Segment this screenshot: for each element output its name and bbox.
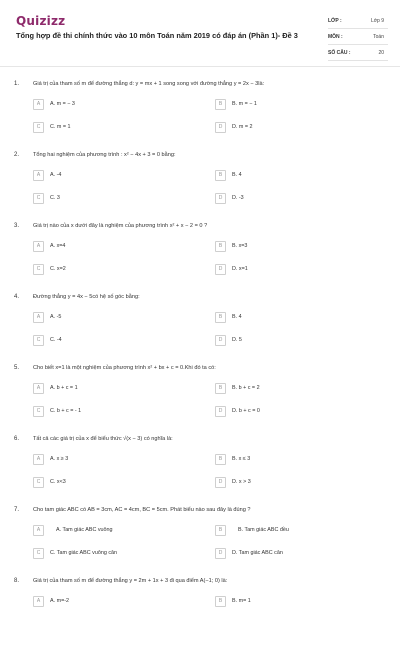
option-letter-box: C <box>33 548 44 559</box>
option-b[interactable] <box>215 169 242 181</box>
option-text: C. 3 <box>50 195 60 201</box>
worksheet-meta <box>328 13 388 61</box>
option-c[interactable] <box>33 263 66 275</box>
option-text: A. x=4 <box>50 243 66 249</box>
option-c[interactable] <box>33 121 71 133</box>
option-text: A. b + c = 1 <box>50 385 78 391</box>
option-c[interactable] <box>33 405 81 417</box>
option-letter-box: A <box>33 312 44 323</box>
option-b[interactable] <box>215 453 250 465</box>
header-divider <box>0 66 400 67</box>
option-text: C. -4 <box>50 337 62 343</box>
option-letter-box: C <box>33 122 44 133</box>
option-text: B. x=3 <box>232 243 248 249</box>
option-c[interactable] <box>33 334 62 346</box>
option-d[interactable] <box>215 192 244 204</box>
question-number: 2. <box>14 152 20 158</box>
meta-row-subject <box>328 29 388 45</box>
option-text: A. m = − 3 <box>50 101 75 107</box>
question-2 <box>0 150 400 221</box>
option-b[interactable] <box>215 240 247 252</box>
option-letter-box: D <box>215 548 226 559</box>
question-text: Cho tam giác ABC có AB = 3cm, AC = 4cm, BC = 5cm. Phát biểu nào sau đây là đúng ? <box>33 507 251 513</box>
option-a[interactable] <box>33 240 65 252</box>
question-4 <box>0 292 400 363</box>
option-text: B. m= 1 <box>232 598 251 604</box>
option-text: C. x<3 <box>50 479 66 485</box>
option-text: C. Tam giác ABC vuông cân <box>50 550 118 556</box>
option-letter-box: D <box>215 406 226 417</box>
option-c[interactable] <box>33 476 66 488</box>
option-a[interactable] <box>33 595 69 607</box>
option-d[interactable] <box>215 263 248 275</box>
option-letter-box: A <box>33 525 44 536</box>
question-number: 7. <box>14 507 20 513</box>
quizizz-logo: Quizizz <box>16 14 66 28</box>
meta-grade-value: Lớp 9 <box>370 17 384 24</box>
option-letter-box: A <box>33 383 44 394</box>
meta-grade-label: LỚP : <box>328 17 342 24</box>
option-letter-box: B <box>215 170 226 181</box>
meta-row-question-count <box>328 45 388 61</box>
question-text: Tất cả các giá trị của x để biểu thức √(x − 3) có nghĩa là: <box>33 436 173 442</box>
option-b[interactable] <box>215 524 289 536</box>
option-a[interactable] <box>33 382 78 394</box>
option-b[interactable] <box>215 595 251 607</box>
option-text: B. Tam giác ABC đều <box>238 527 289 533</box>
question-number: 1. <box>14 81 20 87</box>
option-letter-box: A <box>33 454 44 465</box>
option-text: D. b + c = 0 <box>232 408 260 414</box>
question-1 <box>0 79 400 150</box>
option-text: B. 4 <box>232 314 242 320</box>
option-letter-box: B <box>215 525 226 536</box>
question-text: Giá trị nào của x dưới đây là nghiệm của phương trình x² + x − 2 = 0 ? <box>33 223 208 229</box>
meta-row-grade <box>328 13 388 29</box>
question-number: 5. <box>14 365 20 371</box>
option-letter-box: C <box>33 193 44 204</box>
option-text: B. b + c = 2 <box>232 385 260 391</box>
option-letter-box: A <box>33 99 44 110</box>
option-d[interactable] <box>215 121 253 133</box>
option-letter-box: B <box>215 312 226 323</box>
question-list <box>0 79 400 647</box>
option-letter-box: D <box>215 122 226 133</box>
option-letter-box: D <box>215 264 226 275</box>
option-text: B. 4 <box>232 172 242 178</box>
option-text: A. Tam giác ABC vuông <box>56 527 113 533</box>
option-a[interactable] <box>33 453 68 465</box>
question-number: 8. <box>14 578 20 584</box>
meta-subject-value: Toán <box>373 33 384 40</box>
meta-count-label: SỐ CÂU : <box>328 49 351 56</box>
option-letter-box: A <box>33 170 44 181</box>
option-d[interactable] <box>215 334 242 346</box>
question-text: Đường thẳng y = 4x − 5có hệ số góc bằng: <box>33 294 140 300</box>
option-text: A. -4 <box>50 172 62 178</box>
option-a[interactable] <box>33 524 113 536</box>
worksheet-title: Tổng hợp đề thi chính thức vào 10 môn Toán năm 2019 có đáp án (Phần 1)- Đề 3 <box>16 31 298 40</box>
option-b[interactable] <box>215 382 260 394</box>
meta-subject-label: MÔN : <box>328 33 343 40</box>
question-text: Tổng hai nghiệm của phương trình : x² − 4x + 3 = 0 bằng: <box>33 152 176 158</box>
question-number: 3. <box>14 223 20 229</box>
option-a[interactable] <box>33 311 61 323</box>
option-text: D. Tam giác ABC cân <box>232 550 283 556</box>
option-a[interactable] <box>33 98 75 110</box>
option-text: D. m = 2 <box>232 124 253 130</box>
option-text: D. x > 3 <box>232 479 251 485</box>
option-letter-box: B <box>215 241 226 252</box>
option-text: A. m=-2 <box>50 598 70 604</box>
option-text: C. x=2 <box>50 266 66 272</box>
option-d[interactable] <box>215 547 283 559</box>
question-7 <box>0 505 400 576</box>
option-letter-box: B <box>215 383 226 394</box>
option-letter-box: C <box>33 406 44 417</box>
option-letter-box: C <box>33 335 44 346</box>
option-text: D. -3 <box>232 195 244 201</box>
worksheet-header <box>0 0 400 74</box>
option-letter-box: A <box>33 241 44 252</box>
question-8 <box>0 576 400 647</box>
option-c[interactable] <box>33 547 117 559</box>
question-text: Giá trị của tham số m để đường thẳng y = 2m + 1x + 3 đi qua điểm A(−1; 0) là: <box>33 578 228 584</box>
option-text: C. b + c = - 1 <box>50 408 82 414</box>
option-d[interactable] <box>215 476 251 488</box>
question-3 <box>0 221 400 292</box>
question-number: 4. <box>14 294 20 300</box>
option-text: C. m = 1 <box>50 124 71 130</box>
option-d[interactable] <box>215 405 260 417</box>
option-a[interactable] <box>33 169 61 181</box>
option-text: A. -5 <box>50 314 62 320</box>
option-letter-box: C <box>33 264 44 275</box>
option-b[interactable] <box>215 311 242 323</box>
option-b[interactable] <box>215 98 257 110</box>
option-text: B. m = − 1 <box>232 101 257 107</box>
option-c[interactable] <box>33 192 60 204</box>
option-letter-box: B <box>215 454 226 465</box>
option-letter-box: D <box>215 193 226 204</box>
question-6 <box>0 434 400 505</box>
option-letter-box: B <box>215 596 226 607</box>
option-letter-box: D <box>215 477 226 488</box>
option-letter-box: C <box>33 477 44 488</box>
question-5 <box>0 363 400 434</box>
option-letter-box: B <box>215 99 226 110</box>
question-text: Giá trị của tham số m để đường thẳng d: y = mx + 1 song song với đường thẳng y = 2x − 3là: <box>33 81 265 87</box>
question-text: Cho biết x=1 là một nghiệm của phương trình x² + bx + c = 0.Khi đó ta có: <box>33 365 216 371</box>
option-text: B. x ≤ 3 <box>232 456 251 462</box>
option-text: D. 5 <box>232 337 242 343</box>
option-letter-box: D <box>215 335 226 346</box>
option-text: D. x=1 <box>232 266 248 272</box>
meta-count-value: 20 <box>378 49 384 56</box>
question-number: 6. <box>14 436 20 442</box>
option-text: A. x ≥ 3 <box>50 456 69 462</box>
option-letter-box: A <box>33 596 44 607</box>
